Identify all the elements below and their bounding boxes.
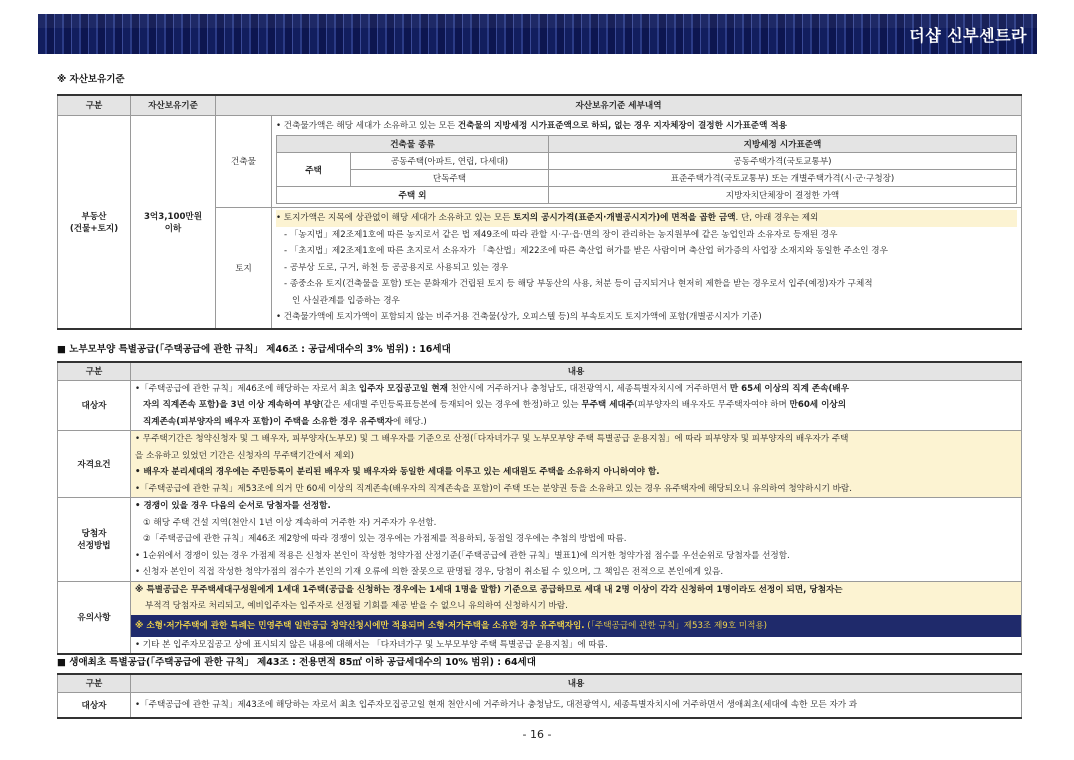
building-cell xyxy=(272,115,1022,208)
target-cell xyxy=(131,380,1022,431)
land-line: - 공부상 도로, 구거, 하천 등 공공용지로 사용되고 있는 경우 xyxy=(284,262,509,273)
winner-line: • 1순위에서 경쟁이 있는 경우 가점제 적용은 신청자 본인이 작성한 청약가점 산정기준(「주택공급에 관한 규칙」별표1)에 의거한 청약가점 점수를 우선순위로 당첨자를 선정함. xyxy=(135,550,790,561)
winner-line: • 경쟁이 있을 경우 다음의 순서로 당첨자를 선정함. xyxy=(135,501,331,511)
asset-header-category: 구분 xyxy=(58,95,131,115)
target-label: 대상자 xyxy=(58,380,131,431)
firsttime-target-label: 대상자 xyxy=(58,692,131,718)
asset-header-criterion: 자산보유기준 xyxy=(131,95,216,115)
caution-line: 부적격 당첨자로 처리되고, 예비입주자는 입주자로 선정될 기회를 제공 받을 수 없으니 유의하여 신청하시기 바람. xyxy=(131,598,1021,615)
target-line: 자의 직계존속 포함)을 3년 이상 계속하여 부양(같은 세대별 주민등록표등본에 등재되어 있는 경우에 한정)하고 있는 무주택 세대주(피부양자의 배우자도 무주택자여야 하며 만60세 이상의 xyxy=(143,400,847,410)
firsttime-header-content: 내용 xyxy=(131,674,1022,692)
parents-heading: ■ 노부모부양 특별공급(「주택공급에 관한 규칙」 제46조 : 공급세대수의 3% 범위) : 16세대 xyxy=(57,344,451,355)
asset-heading: ※ 자산보유기준 xyxy=(57,74,125,85)
asset-header-detail: 자산보유기준 세부내역 xyxy=(216,95,1022,115)
qual-line: • 무주택기간은 청약신청자 및 그 배우자, 피부양자(노부모) 및 그 배우자를 기준으로 산정(「다자녀가구 및 노부모부양 주택 특별공급 운용지침」에 따라 피부양자 및 피부양자의 배우자가 주택 xyxy=(135,434,849,444)
brand-logo: 더샵 신부센트라 xyxy=(909,26,1027,45)
header-banner xyxy=(38,14,1037,54)
firsttime-table xyxy=(57,673,1022,719)
winner-cell xyxy=(131,498,1022,582)
land-line: - 「초지법」제2조제1호에 따른 초지로서 소유자가 「축산법」제22조에 따른 축산업 허가를 받은 사람이며 축산업 허가증의 사업장 소재지와 동일한 주소인 경우 xyxy=(284,246,888,256)
firsttime-target-line: •「주택공급에 관한 규칙」제43조에 해당하는 자로서 최초 입주자모집공고일 현재 천안시에 거주하거나 충청남도, 대전광역시, 세종특별자치시에 거주하면서 생애최초(세대에 속한 모든 자가 과 xyxy=(135,699,858,710)
asset-table xyxy=(57,94,1022,330)
target-line: •「주택공급에 관한 규칙」제46조에 해당하는 자로서 최초 입주자 모집공고일 현재 천안시에 거주하거나 충청남도, 대전광역시, 세종특별자치시에 거주하면서 만 65세 이상의 직계 존속(배우 xyxy=(135,383,850,394)
building-inner-table xyxy=(276,135,1017,204)
land-line: - 종중소유 토지(건축물을 포함) 또는 문화재가 건립된 토지 등 해당 부동산의 사용, 처분 등이 금지되거나 현저히 제한을 받는 경우로서 입주(예정)자가 구체적 xyxy=(284,279,873,289)
inner-header-type: 건축물 종류 xyxy=(277,136,549,153)
building-label: 건축물 xyxy=(216,115,272,208)
land-line: - 「농지법」제2조제1호에 따른 농지로서 같은 법 제49조에 따라 관할 시·구·읍·면의 장이 관리하는 농지원부에 같은 농업인과 소유자로 등재된 경우 xyxy=(284,229,838,240)
firsttime-heading: ■ 생애최초 특별공급(「주택공급에 관한 규칙」 제43조 : 전용면적 85㎡ 이하 공급세대수의 10% 범위) : 64세대 xyxy=(57,657,536,668)
winner-line: ②「주택공급에 관한 규칙」제46조 제2항에 따라 경쟁이 있는 경우에는 가점제를 적용하되, 동점일 경우에는 추첨의 방법에 따름. xyxy=(143,534,627,544)
parents-table xyxy=(57,361,1022,655)
target-line: 직계존속(피부양자의 배우자 포함)이 주택을 소유한 경우 유주택자에 해당.) xyxy=(143,416,427,427)
winner-line: ① 해당 주택 건설 지역(천안시 1년 이상 계속하여 거주한 자) 거주자가 우선함. xyxy=(143,517,437,528)
housing-label: 주택 xyxy=(277,153,351,187)
other-value: 지방자치단체장이 결정한 가액 xyxy=(549,187,1017,204)
caution-line: • 기타 본 입주자모집공고 상에 표시되지 않은 내용에 대해서는 「다자녀가구 및 노부모부양 주택 특별공급 운용지침」에 따름. xyxy=(135,639,608,650)
caution-cell xyxy=(131,581,1022,654)
inner-row-type: 공동주택(아파트, 연립, 다세대) xyxy=(351,153,549,170)
winner-line: • 신청자 본인이 직접 작성한 청약가점의 점수가 본인의 기재 오류에 의한 잘못으로 판명될 경우, 당첨이 취소될 수 있으며, 그 책임은 전적으로 본인에게 있음. xyxy=(135,567,724,577)
firsttime-target-cell xyxy=(131,692,1022,718)
qual-line: •「주택공급에 관한 규칙」제53조에 의거 만 60세 이상의 직계존속(배우자의 직계존속을 포함)이 주택 또는 분양권 등을 소유하고 있는 경우 유주택자에 해당되오니 유의하여 청약하시기 바람. xyxy=(135,483,852,494)
asset-criterion: 3억3,100만원 이하 xyxy=(131,115,216,329)
building-note: • 건축물가액은 해당 세대가 소유하고 있는 모든 건축물의 지방세정 시가표준액으로 하되, 없는 경우 지자체장이 결정한 시가표준액 적용 xyxy=(276,120,787,131)
page-number: - 16 - xyxy=(522,728,552,741)
caution-navy-line: ※ 소형·저가주택에 관한 특례는 민영주택 일반공급 청약신청시에만 적용되며 소형·저가주택을 소유한 경우 유주택자임. (「주택공급에 관한 규칙」제53조 제9호 미적용) xyxy=(131,615,1021,637)
inner-row-value: 표준주택가격(국토교통부) 또는 개별주택가격(시·군·구청장) xyxy=(549,170,1017,187)
asset-category: 부동산 (건물+토지) xyxy=(58,115,131,329)
inner-row-type: 단독주택 xyxy=(351,170,549,187)
land-cell xyxy=(272,208,1022,329)
caution-label: 유의사항 xyxy=(58,581,131,654)
firsttime-header-category: 구분 xyxy=(58,674,131,692)
parents-header-content: 내용 xyxy=(131,362,1022,380)
land-first-line: • 토지가액은 지목에 상관없이 해당 세대가 소유하고 있는 모든 토지의 공시가격(표준지·개별공시지가)에 면적을 곱한 금액. 단, 아래 경우는 제외 xyxy=(276,210,1017,227)
caution-line: ※ 특별공급은 무주택세대구성원에게 1세대 1주택(공급을 신청하는 경우에는 1세대 1명을 말함) 기준으로 공급하므로 세대 내 2명 이상이 각각 신청하여 1명이라도 선정이 되면, 당첨자는 xyxy=(131,582,1021,599)
qual-line: 을 소유하고 있었던 기간은 신청자의 무주택기간에서 제외) xyxy=(135,450,354,461)
inner-header-value: 지방세정 시가표준액 xyxy=(549,136,1017,153)
land-line: • 건축물가액에 토지가액이 포함되지 않는 비주거용 건축물(상가, 오피스텔 등)의 부속토지도 토지가액에 포함(개별공시지가 기준) xyxy=(276,312,762,322)
qual-cell xyxy=(131,431,1022,498)
inner-row-value: 공동주택가격(국토교통부) xyxy=(549,153,1017,170)
land-line: 인 사실관계를 입증하는 경우 xyxy=(292,295,400,306)
qual-label: 자격요건 xyxy=(58,431,131,498)
parents-header-category: 구분 xyxy=(58,362,131,380)
winner-label: 당첨자 선정방법 xyxy=(58,498,131,582)
land-label: 토지 xyxy=(216,208,272,329)
qual-line: • 배우자 분리세대의 경우에는 주민등록이 분리된 배우자 및 배우자와 동일한 세대를 이루고 있는 세대원도 주택을 소유하지 아니하여야 함. xyxy=(135,467,660,477)
other-label: 주택 외 xyxy=(277,187,549,204)
